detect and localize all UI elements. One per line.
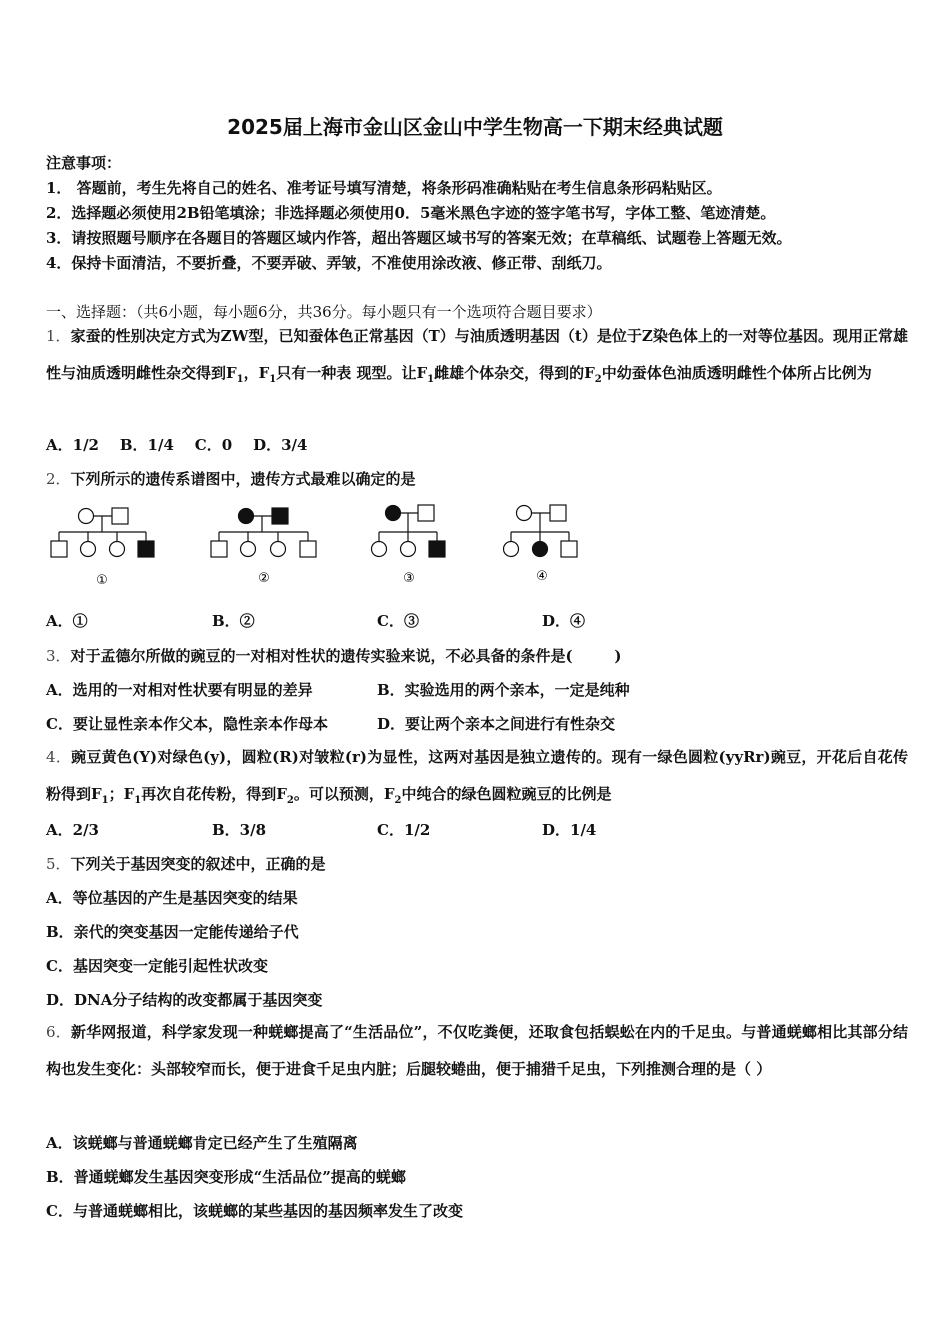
question-number: 1． [46,327,71,345]
option-c: C．要让显性亲本作父本，隐性亲本作母本 [46,715,328,733]
option-c: C．1/2 [377,821,431,839]
question-text: 中纯合的绿色圆粒豌豆的比例是 [401,785,612,803]
question-4 [46,739,908,819]
question-number: 2． [46,470,71,488]
notice-item: 2．选择题必须使用2B铅笔填涂；非选择题必须使用0．5毫米黑色字迹的签字笔书写，字体工整、笔迹清楚。 [46,204,776,222]
subscript: 2 [594,374,602,385]
pedigree-4 [504,505,578,557]
pedigree-label: ③ [403,571,415,586]
notice-item: 1． 答题前，考生先将自己的姓名、准考证号填写清楚，将条形码准确粘贴在考生信息条形码粘贴区。 [46,179,722,197]
question-number: 5． [46,855,71,873]
question-number: 6． [46,1023,71,1041]
option-c: C．基因突变一定能引起性状改变 [46,957,268,975]
section-heading: 一、选择题：（共6小题，每小题6分，共36分。每小题只有一个选项符合题目要求） [46,303,602,321]
pedigree-label: ② [258,571,270,586]
option-b: B．普通蜣螂发生基因突变形成“生活品位”提高的蜣螂 [46,1168,406,1186]
subscript: 1 [236,374,244,385]
pedigree-2 [211,508,316,557]
question-text: 只有一种表 现型。让F [276,364,428,382]
question-5 [46,853,326,874]
subscript: 1 [427,374,435,385]
subscript: 1 [269,374,277,385]
question-text: 再次自花传粉，得到F [141,785,287,803]
option-a: A．① [46,612,88,630]
question-3 [46,645,622,666]
question-text: 雌雄个体杂交，得到的F [434,364,595,382]
question-text: 对于孟德尔所做的豌豆的一对相对性状的遗传实验来说，不必具备的条件是( ) [70,647,622,665]
option-b: B．3/8 [212,821,267,839]
pedigree-label: ④ [536,569,548,584]
question-text: 新华网报道，科学家发现一种蜣螂提高了“生活品位”，不仅吃粪便，还取食包括蜈蚣在内的千足虫。与普通蜣螂相比其部分结构也发生变化：头部较窄而长，便于进食千足虫内脏；后腿较蜷曲，便于捕猎千足虫，下列推测合理的是（ ） [46,1023,908,1078]
option-b: B．亲代的突变基因一定能传递给子代 [46,923,299,941]
option-b: B．② [212,612,255,630]
notice-item: 3．请按照题号顺序在各题目的答题区域内作答，超出答题区域书写的答案无效；在草稿纸、试题卷上答题无效。 [46,229,792,247]
q1-options: A．1/2 B．1/4 C．0 D．3/4 [46,436,308,454]
question-text: 中幼蚕体色油质透明雌性个体所占比例为 [601,364,872,382]
question-text: 下列所示的遗传系谱图中，遗传方式最难以确定的是 [70,470,416,488]
option-d: D．DNA分子结构的改变都属于基因突变 [46,991,323,1009]
option-c: C．与普通蜣螂相比，该蜣螂的某些基因的基因频率发生了改变 [46,1202,463,1220]
option-d: D．④ [542,612,586,630]
question-text: ，F [243,364,270,382]
option-a: A．2/3 [46,821,99,839]
question-text: 下列关于基因突变的叙述中，正确的是 [70,855,326,873]
question-2 [46,468,416,489]
pedigree-1 [51,508,154,557]
question-text: 。可以预测，F [293,785,395,803]
option-c: C．③ [377,612,419,630]
question-text: ；F [108,785,135,803]
notice-item: 4．保持卡面清洁，不要折叠，不要弄破、弄皱，不准使用涂改液、修正带、刮纸刀。 [46,254,612,272]
pedigree-diagrams [40,500,600,595]
option-d: D．1/4 [542,821,597,839]
notice-heading: 注意事项： [46,154,122,172]
question-number: 4． [46,748,72,766]
question-number: 3． [46,647,71,665]
option-a: A．该蜣螂与普通蜣螂肯定已经产生了生殖隔离 [46,1134,358,1152]
option-d: D．要让两个亲本之间进行有性杂交 [377,715,616,733]
pedigree-3 [372,505,446,557]
question-6 [46,1014,908,1088]
subscript: 2 [394,795,402,806]
subscript: 1 [101,795,109,806]
option-b: B．实验选用的两个亲本，一定是纯种 [377,681,630,699]
subscript: 1 [134,795,142,806]
question-text: 豌豆黄色(Y)对绿色(y)，圆粒(R)对皱粒(r)为显性，这两对基因是独立遗传的。现有一绿色圆粒(yyRr)豌豆，开花后自花传粉得到F [46,748,908,803]
question-1 [46,318,908,398]
question-text: 家蚕的性别决定方式为ZW型，已知蚕体色正常基因（T）与油质透明基因（t）是位于Z染色体上的一对等位基因。现用正常雄性与油质透明雌性杂交得到F [46,327,909,382]
option-a: A．选用的一对相对性状要有明显的差异 [46,681,313,699]
subscript: 2 [286,795,294,806]
option-a: A．等位基因的产生是基因突变的结果 [46,889,298,907]
page-title: 2025届上海市金山区金山中学生物高一下期末经典试题 [227,115,723,139]
pedigree-label: ① [96,573,108,588]
